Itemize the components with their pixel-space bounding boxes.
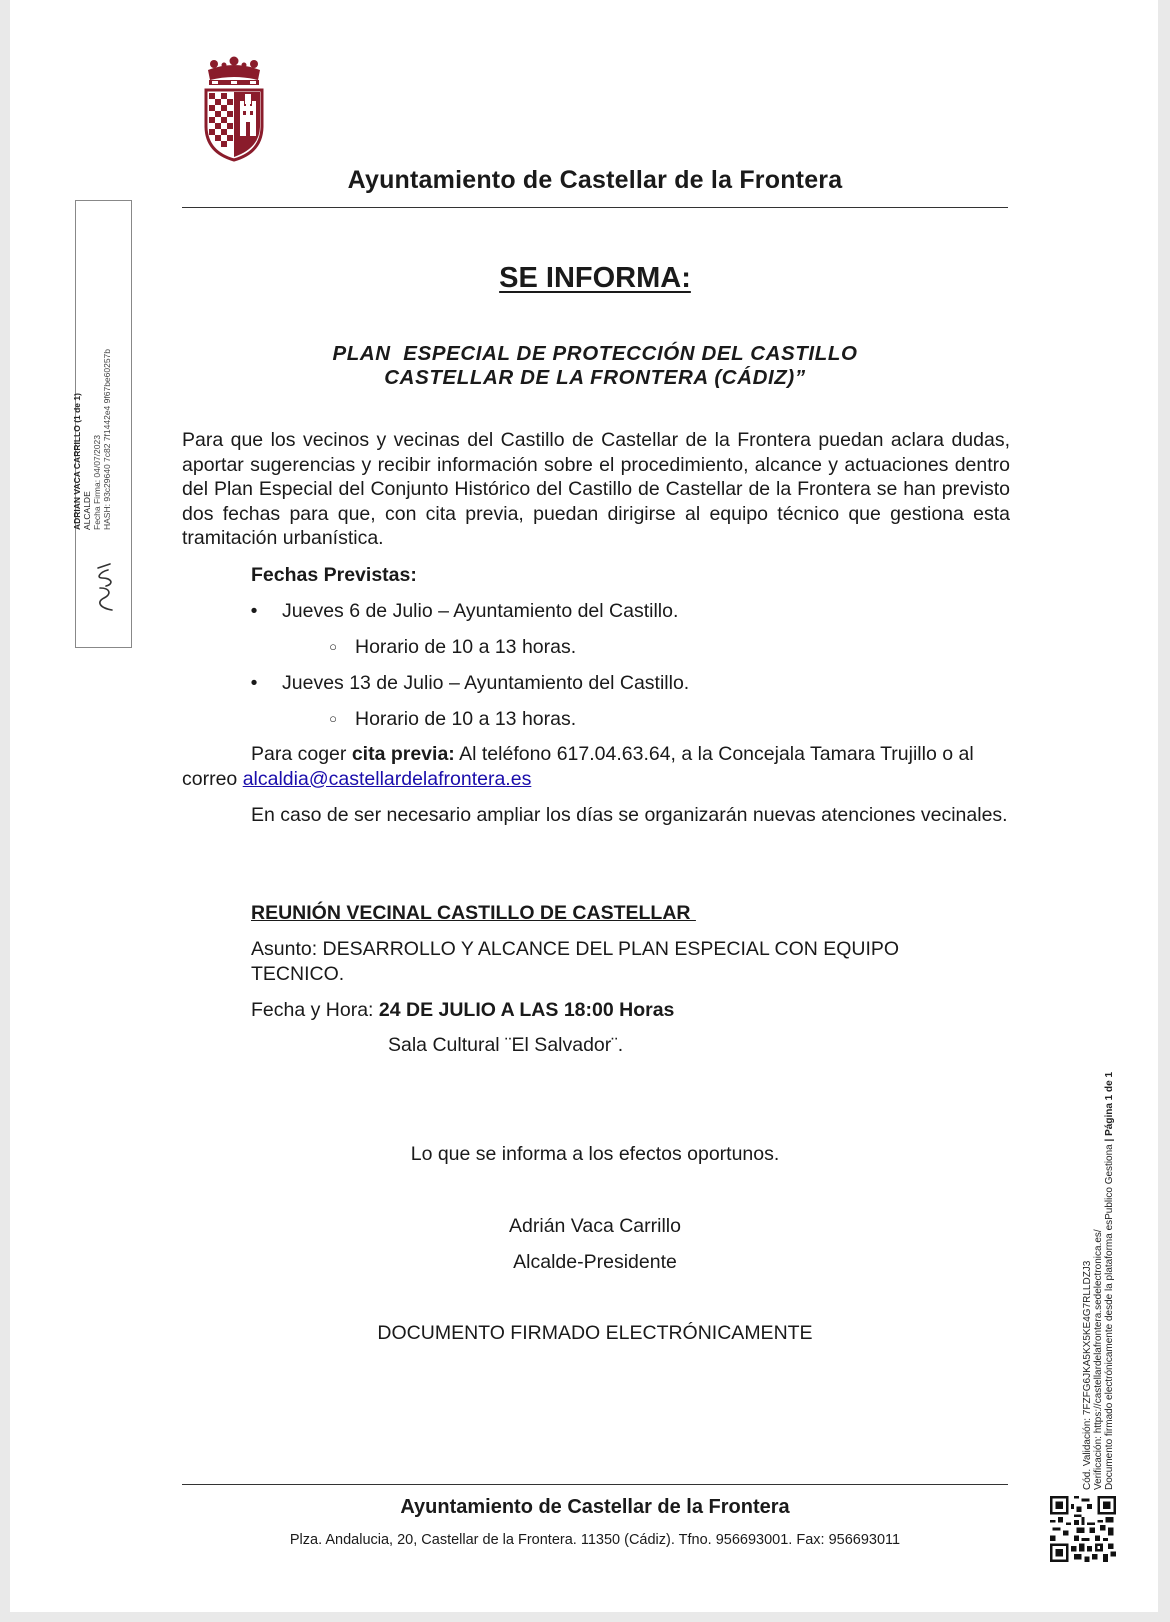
signer-role: Alcalde-Presidente: [513, 1251, 677, 1273]
handwritten-signature-icon: [86, 558, 122, 618]
platform-note: Documento firmado electrónicamente desde la plataforma esPublico Gestiona: [1104, 1144, 1115, 1490]
qr-code-icon: [1050, 1496, 1116, 1562]
cita-prefix: Para coger: [251, 743, 352, 765]
footer-divider: [182, 1484, 1008, 1485]
coat-of-arms-icon: [200, 56, 268, 162]
date-item-1-horario: [329, 635, 577, 659]
bullet-icon: •: [250, 672, 258, 694]
bullet-icon: •: [250, 600, 258, 622]
plan-title: [182, 342, 1008, 390]
date-item-2: [250, 671, 690, 695]
date-item-1: [250, 599, 679, 623]
circle-bullet-icon: ○: [329, 711, 337, 726]
validation-info: [1082, 990, 1126, 1490]
date-item-2-horario: [329, 707, 577, 731]
page-number: | Página 1 de 1: [1104, 1071, 1115, 1145]
caso-paragraph: [182, 803, 1010, 828]
horario-label: Horario de 10 a 13 horas.: [355, 708, 577, 730]
fechas-heading: Fechas Previstas:: [251, 564, 417, 586]
intro-paragraph: Para que los vecinos y vecinas del Castillo de Castellar de la Frontera puedan aclara dudas, aportar sugerencias y recibir información sobre el procedimiento, alcance y actuaciones dentro del Plan Especial del Conjunto Histórico del Castillo de Castellar de la Frontera se han previsto dos fechas para que, con cita previa, puedan dirigirse al equipo técnico que gestiona esta tramitación urbanística.: [182, 429, 1010, 549]
cita-paragraph: [182, 742, 1010, 791]
fecha-label: Fecha y Hora:: [251, 999, 379, 1021]
validation-code: Cód. Validación: 7FZFG6JKA5KX5KE4G7RLLDZJ3: [1082, 1260, 1093, 1490]
date-label: Jueves 13 de Julio – Ayuntamiento del Castillo.: [282, 672, 690, 694]
verification-url: Verificación: https://castellardelafrontera.sedelectronica.es/: [1093, 1229, 1104, 1490]
email-link[interactable]: alcaldia@castellardelafrontera.es: [242, 767, 532, 790]
signature-date: Fecha Firma: 04/07/2023: [92, 435, 102, 530]
plan-title-line-2: CASTELLAR DE LA FRONTERA (CÁDIZ)”: [384, 366, 806, 389]
date-label: Jueves 6 de Julio – Ayuntamiento del Castillo.: [282, 600, 679, 622]
footer-address: Plza. Andalucia, 20, Castellar de la Frontera. 11350 (Cádiz). Tfno. 956693001. Fax: 956693011: [289, 1532, 901, 1548]
circle-bullet-icon: ○: [329, 639, 337, 654]
header-divider: [182, 207, 1008, 208]
signature-name: ADRIAN VACA CARRILLO (1 de 1): [72, 393, 82, 530]
document-page: [10, 0, 1158, 1612]
signature-hash: HASH: 93c29640 7c82 7f1442e4 9f67be60257b: [102, 348, 112, 530]
horario-label: Horario de 10 a 13 horas.: [355, 636, 577, 658]
header-title: Ayuntamiento de Castellar de la Frontera: [347, 166, 843, 194]
signer-name: Adrián Vaca Carrillo: [509, 1215, 681, 1237]
signature-role: ALCALDE: [82, 491, 92, 530]
plan-title-line-1: PLAN ESPECIAL DE PROTECCIÓN DEL CASTILLO: [332, 342, 858, 365]
meeting-title: REUNIÓN VECINAL CASTILLO DE CASTELLAR: [251, 902, 696, 924]
cita-bold: cita previa:: [351, 743, 455, 765]
electronic-signature-note: DOCUMENTO FIRMADO ELECTRÓNICAMENTE: [377, 1322, 813, 1344]
cita-text: Al teléfono 617.04.63.64, a la Concejala Tamara Trujillo o al correo: [182, 743, 974, 790]
meeting-asunto: Asunto: DESARROLLO Y ALCANCE DEL PLAN ESPECIAL CON EQUIPO TECNICO.: [251, 938, 900, 985]
footer-title: Ayuntamiento de Castellar de la Frontera: [400, 1496, 790, 1518]
signature-details: [72, 330, 132, 530]
notice-heading: SE INFORMA:: [499, 262, 691, 294]
meeting-sala: Sala Cultural ¨El Salvador¨.: [388, 1034, 624, 1056]
caso-text: En caso de ser necesario ampliar los días se organizarán nuevas atenciones vecinales.: [251, 804, 1008, 826]
closing-statement: Lo que se informa a los efectos oportunos.: [410, 1143, 780, 1165]
fecha-value: 24 DE JULIO A LAS 18:00 Horas: [378, 999, 675, 1021]
meeting-fecha: [251, 998, 674, 1023]
